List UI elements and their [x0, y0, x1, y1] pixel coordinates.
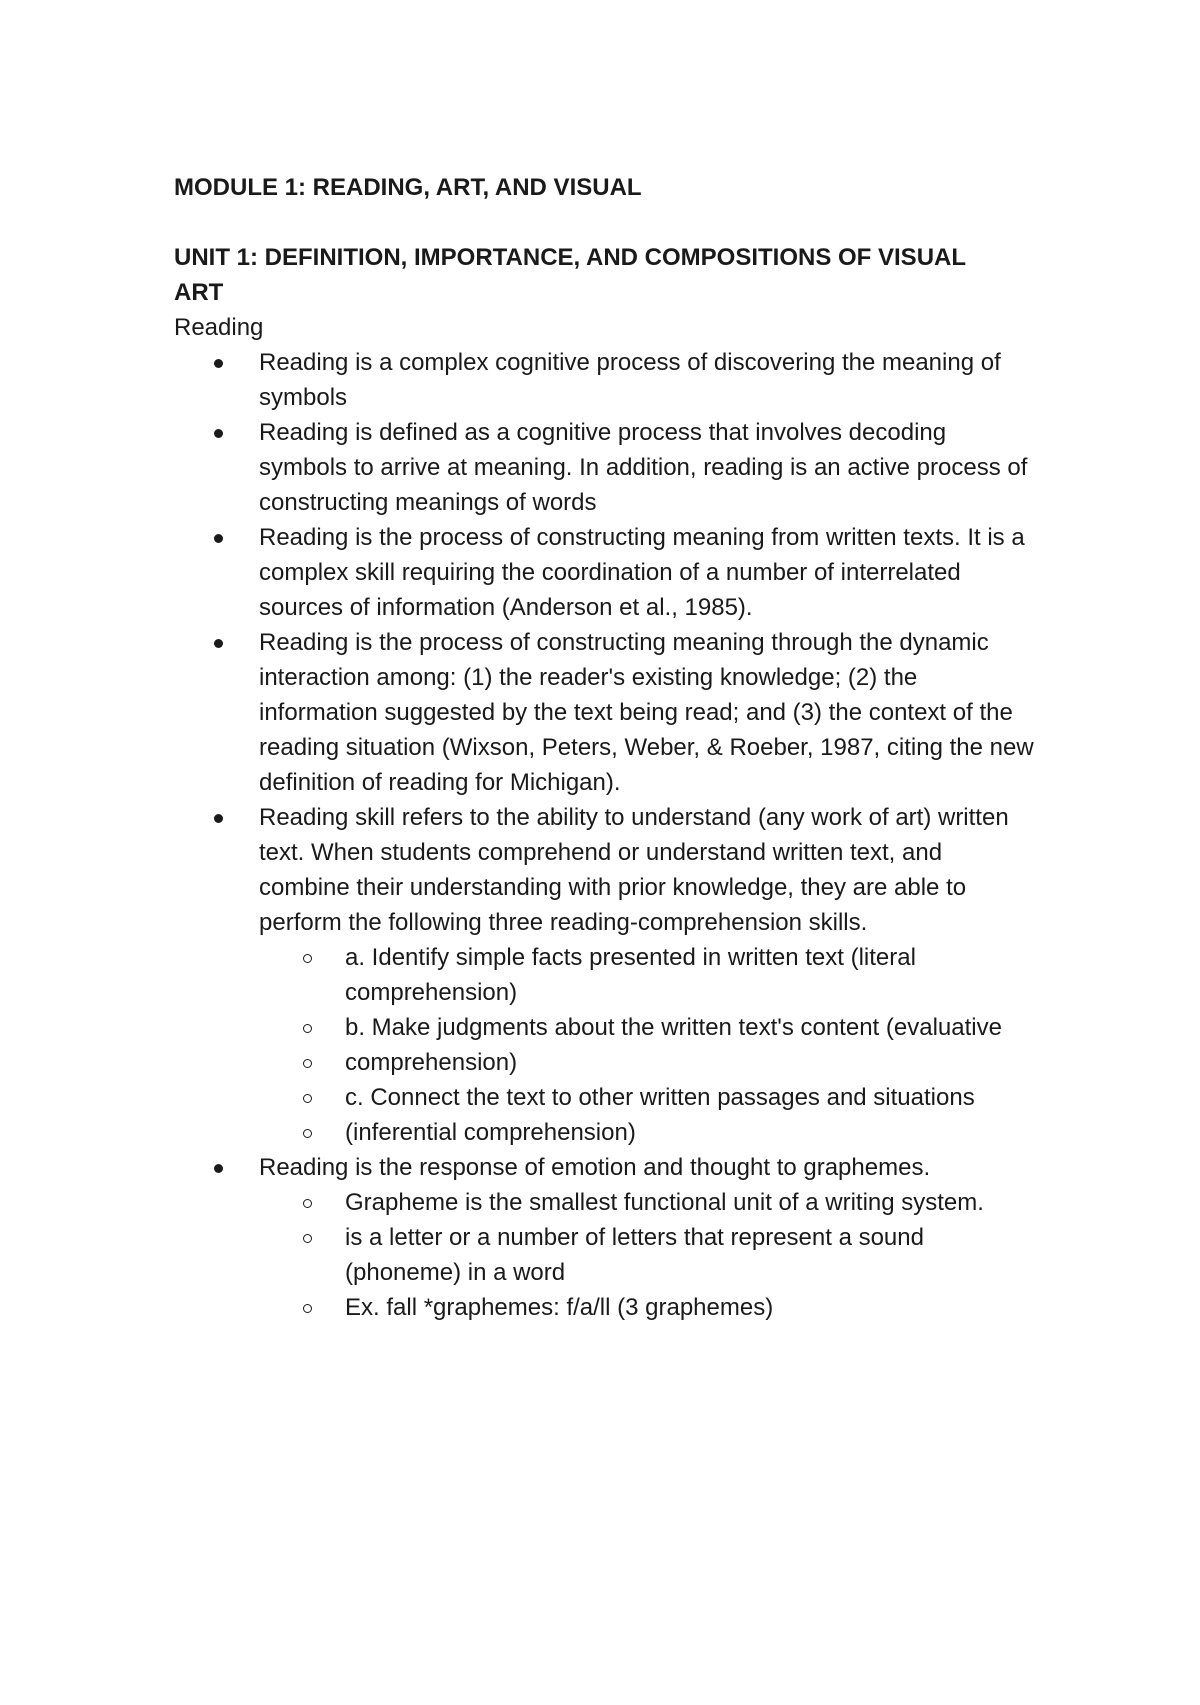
document-page: [174, 170, 1034, 1325]
hollow-bullet-icon: [303, 1199, 312, 1208]
sub-list: [259, 940, 1034, 1150]
list-item-text: Reading is defined as a cognitive process that involves decoding symbols to arrive at meaning. In addition, reading is an active process of constructing meanings of words: [259, 419, 1028, 516]
bullet-icon: [214, 429, 223, 438]
hollow-bullet-icon: [303, 1304, 312, 1313]
sub-list-item-text: c. Connect the text to other written passages and situations: [345, 1084, 975, 1111]
sub-list-item-text: (inferential comprehension): [345, 1119, 636, 1146]
list-item: [259, 415, 1034, 520]
bullet-icon: [214, 359, 223, 368]
list-item-text: Reading is a complex cognitive process of discovering the meaning of symbols: [259, 349, 1001, 411]
definition-list: [174, 345, 1034, 1325]
sub-list: [259, 1185, 1034, 1325]
list-item-text: Reading skill refers to the ability to understand (any work of art) written text. When students comprehend or understand written text, and combine their understanding with prior knowledge, they are able to perform the following three reading-comprehension skills.: [259, 804, 1009, 936]
sub-list-item-text: Grapheme is the smallest functional unit of a writing system.: [345, 1189, 984, 1216]
list-item: [259, 520, 1034, 625]
sub-list-item-text: Ex. fall *graphemes: f/a/ll (3 graphemes): [345, 1294, 774, 1321]
hollow-bullet-icon: [303, 1059, 312, 1068]
sub-list-item: [345, 1115, 1034, 1150]
sub-list-item: [345, 940, 1034, 1010]
sub-list-item-text: b. Make judgments about the written text's content (evaluative: [345, 1014, 1002, 1041]
bullet-icon: [214, 1164, 223, 1173]
bullet-icon: [214, 814, 223, 823]
hollow-bullet-icon: [303, 1234, 312, 1243]
sub-list-item: [345, 1220, 1034, 1290]
bullet-icon: [214, 639, 223, 648]
hollow-bullet-icon: [303, 1094, 312, 1103]
hollow-bullet-icon: [303, 1129, 312, 1138]
list-item: [259, 625, 1034, 800]
sub-list-item-text: comprehension): [345, 1049, 518, 1076]
hollow-bullet-icon: [303, 1024, 312, 1033]
bullet-icon: [214, 534, 223, 543]
sub-list-item-text: is a letter or a number of letters that represent a sound (phoneme) in a word: [345, 1224, 924, 1286]
sub-list-item: [345, 1185, 1034, 1220]
list-item: [259, 800, 1034, 1150]
sub-list-item: [345, 1080, 1034, 1115]
sub-list-item: [345, 1045, 1034, 1080]
list-item-text: Reading is the response of emotion and thought to graphemes.: [259, 1154, 931, 1181]
unit-title: UNIT 1: DEFINITION, IMPORTANCE, AND COMPOSITIONS OF VISUAL ART: [174, 244, 966, 306]
module-title: MODULE 1: READING, ART, AND VISUAL: [174, 174, 642, 201]
list-item: [259, 345, 1034, 415]
list-item-text: Reading is the process of constructing meaning through the dynamic interaction among: (1) the reader's existing knowledge; (2) the information suggested by the text being read; and (3) the context of the reading situation (Wixson, Peters, Weber, & Roeber, 1987, citing the new definition of reading for Michigan).: [259, 629, 1034, 796]
sub-list-item: [345, 1290, 1034, 1325]
section-label: Reading: [174, 314, 264, 341]
sub-list-item-text: a. Identify simple facts presented in written text (literal comprehension): [345, 944, 916, 1006]
list-item-text: Reading is the process of constructing meaning from written texts. It is a complex skill requiring the coordination of a number of interrelated sources of information (Anderson et al., 1985).: [259, 524, 1025, 621]
list-item: [259, 1150, 1034, 1325]
hollow-bullet-icon: [303, 954, 312, 963]
sub-list-item: [345, 1010, 1034, 1045]
